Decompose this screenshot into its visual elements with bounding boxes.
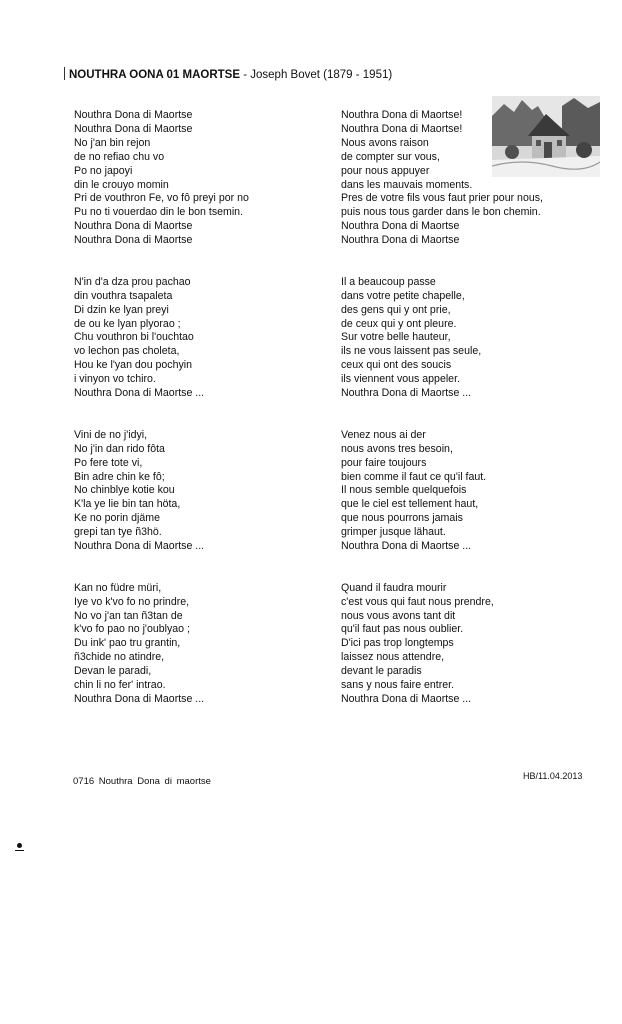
verse-line: que nous pourrons jamais bbox=[341, 512, 463, 525]
verse-line: Nouthra Dona di Maortse bbox=[74, 122, 193, 135]
verse-line: Di dzin ke lyan preyi bbox=[74, 303, 169, 316]
verse-line: de ceux qui y ont pleure. bbox=[341, 317, 457, 330]
verse-line: Ke no porin djäme bbox=[74, 512, 160, 525]
chapel-photo bbox=[492, 96, 600, 177]
verse-line: No j'an bin rejon bbox=[74, 136, 151, 149]
verse-line: Hou ke l'yan dou pochyin bbox=[74, 359, 193, 372]
footer-date: HB/11.04.2013 bbox=[523, 771, 583, 781]
bullet-underline bbox=[15, 850, 24, 851]
verse-line: Nouthra Dona di Maortse! bbox=[341, 109, 463, 121]
verse-line: i vinyon vo tchiro. bbox=[74, 373, 156, 386]
verse-line: Vini de no j'idyi, bbox=[74, 428, 148, 441]
stanza bbox=[74, 276, 324, 401]
verse-line: Devan le paradi, bbox=[74, 665, 152, 678]
verse-line: Nouthra Dona di Maortse ... bbox=[341, 387, 472, 400]
verse-line: vo lechon pas choleta, bbox=[74, 345, 180, 358]
verse-line: Po no japoyi bbox=[74, 164, 133, 177]
verse-line: laissez nous attendre, bbox=[341, 651, 445, 664]
text-cursor-mark bbox=[64, 67, 65, 80]
verse-line: ceux qui ont des soucis bbox=[341, 359, 452, 372]
verse-line: Iye vo k'vo fo no prindre, bbox=[74, 595, 190, 608]
verse-line: puis nous tous garder dans le bon chemin. bbox=[341, 206, 541, 219]
verse-line: nous avons tres besoin, bbox=[341, 442, 453, 455]
verse-line: c'est vous qui faut nous prendre, bbox=[341, 595, 494, 608]
verse-line: k'vo fo pao no j'oublyao ; bbox=[74, 623, 190, 636]
title-author: Joseph Bovet (1879 - 1951) bbox=[250, 69, 393, 81]
verse-line: dans votre petite chapelle, bbox=[341, 289, 465, 302]
verse-line: Chu vouthron bi l'ouchtao bbox=[74, 331, 194, 344]
verse-line: chin li no fer' intrao. bbox=[74, 679, 166, 692]
verse-line: bien comme il faut ce qu'il faut. bbox=[341, 470, 487, 483]
verse-line: Il a beaucoup passe bbox=[341, 275, 436, 288]
verse-line: dans les mauvais moments. bbox=[341, 178, 473, 191]
verse-line: Du ink' pao tru grantin, bbox=[74, 637, 181, 650]
verse-line: Po fere tote vi, bbox=[74, 456, 143, 469]
stanza bbox=[341, 429, 601, 554]
verse-line: de compter sur vous, bbox=[341, 150, 440, 163]
verse-line: Sur votre belle hauteur, bbox=[341, 331, 451, 344]
verse-line: des gens qui y ont prie, bbox=[341, 303, 451, 316]
stanza bbox=[341, 582, 601, 707]
verse-line: D'ici pas trop longtemps bbox=[341, 637, 454, 650]
stanza bbox=[74, 109, 324, 248]
verse-line: Nouthra Dona di Maortse bbox=[74, 109, 193, 121]
verse-line: Nouthra Dona di Maortse bbox=[74, 234, 193, 247]
verse-line: Bin adre chin ke fô; bbox=[74, 470, 165, 483]
bullet-mark bbox=[17, 843, 22, 848]
poem-column-french bbox=[341, 109, 601, 735]
title-main: NOUTHRA OONA 01 MAORTSE bbox=[69, 69, 241, 81]
verse-line: grimper jusque lähaut. bbox=[341, 526, 446, 539]
verse-line: ils ne vous laissent pas seule, bbox=[341, 345, 482, 358]
verse-line: nous vous avons tant dit bbox=[341, 609, 456, 622]
verse-line: devant le paradis bbox=[341, 665, 422, 678]
verse-line: Nouthra Dona di Maortse bbox=[74, 220, 193, 233]
verse-line: Nouthra Dona di Maortse ... bbox=[74, 693, 205, 706]
verse-line: Nouthra Dona di Maortse ... bbox=[341, 540, 472, 553]
verse-line: Il nous semble quelquefois bbox=[341, 484, 467, 497]
verse-line: din vouthra tsapaleta bbox=[74, 289, 173, 302]
verse-line: Pres de votre fils vous faut prier pour nous, bbox=[341, 192, 543, 205]
verse-line: Kan no füdre müri, bbox=[74, 581, 162, 594]
title-separator: - bbox=[240, 69, 251, 81]
verse-line: ñ3chide no atindre, bbox=[74, 651, 165, 664]
verse-line: Nouthra Dona di Maortse bbox=[341, 234, 460, 247]
verse-line: No vo j'an tan ñ3tan de bbox=[74, 609, 183, 622]
verse-line: Nouthra Dona di Maortse! bbox=[341, 122, 463, 135]
verse-line: No chinblye kotie kou bbox=[74, 484, 175, 497]
verse-line: pour faire toujours bbox=[341, 456, 427, 469]
verse-line: Quand il faudra mourir bbox=[341, 581, 447, 594]
verse-line: din le crouyo momin bbox=[74, 178, 169, 191]
verse-line: sans y nous faire entrer. bbox=[341, 679, 455, 692]
verse-line: de no refiao chu vo bbox=[74, 150, 165, 163]
verse-line: que le ciel est tellement haut, bbox=[341, 498, 479, 511]
poem-column-patois bbox=[74, 109, 324, 735]
verse-line: Pu no ti vouerdao din le bon tsemin. bbox=[74, 206, 244, 219]
verse-line: Nouthra Dona di Maortse ... bbox=[74, 387, 205, 400]
verse-line: pour nous appuyer bbox=[341, 164, 430, 177]
verse-line: ils viennent vous appeler. bbox=[341, 373, 460, 386]
stanza bbox=[74, 582, 324, 707]
verse-line: Pri de vouthron Fe, vo fô preyi por no bbox=[74, 192, 249, 205]
verse-line: K'la ye lie bin tan höta, bbox=[74, 498, 181, 511]
verse-line: Nouthra Dona di Maortse ... bbox=[341, 693, 472, 706]
verse-line: Nouthra Dona di Maortse bbox=[341, 220, 460, 233]
verse-line: grepi tan tye ñ3hö. bbox=[74, 526, 162, 539]
footer-reference: 0716 Nouthra Dona di maortse bbox=[73, 776, 211, 787]
verse-line: Nouthra Dona di Maortse ... bbox=[74, 540, 205, 553]
verse-line: qu'il faut pas nous oublier. bbox=[341, 623, 464, 636]
document-title bbox=[64, 67, 392, 81]
stanza bbox=[341, 276, 601, 401]
verse-line: de ou ke lyan plyorao ; bbox=[74, 317, 181, 330]
verse-line: Venez nous ai der bbox=[341, 428, 426, 441]
stanza bbox=[74, 429, 324, 554]
verse-line: Nous avons raison bbox=[341, 136, 429, 149]
verse-line: N'in d'a dza prou pachao bbox=[74, 275, 191, 288]
verse-line: No j'in dan rido fôta bbox=[74, 442, 165, 455]
